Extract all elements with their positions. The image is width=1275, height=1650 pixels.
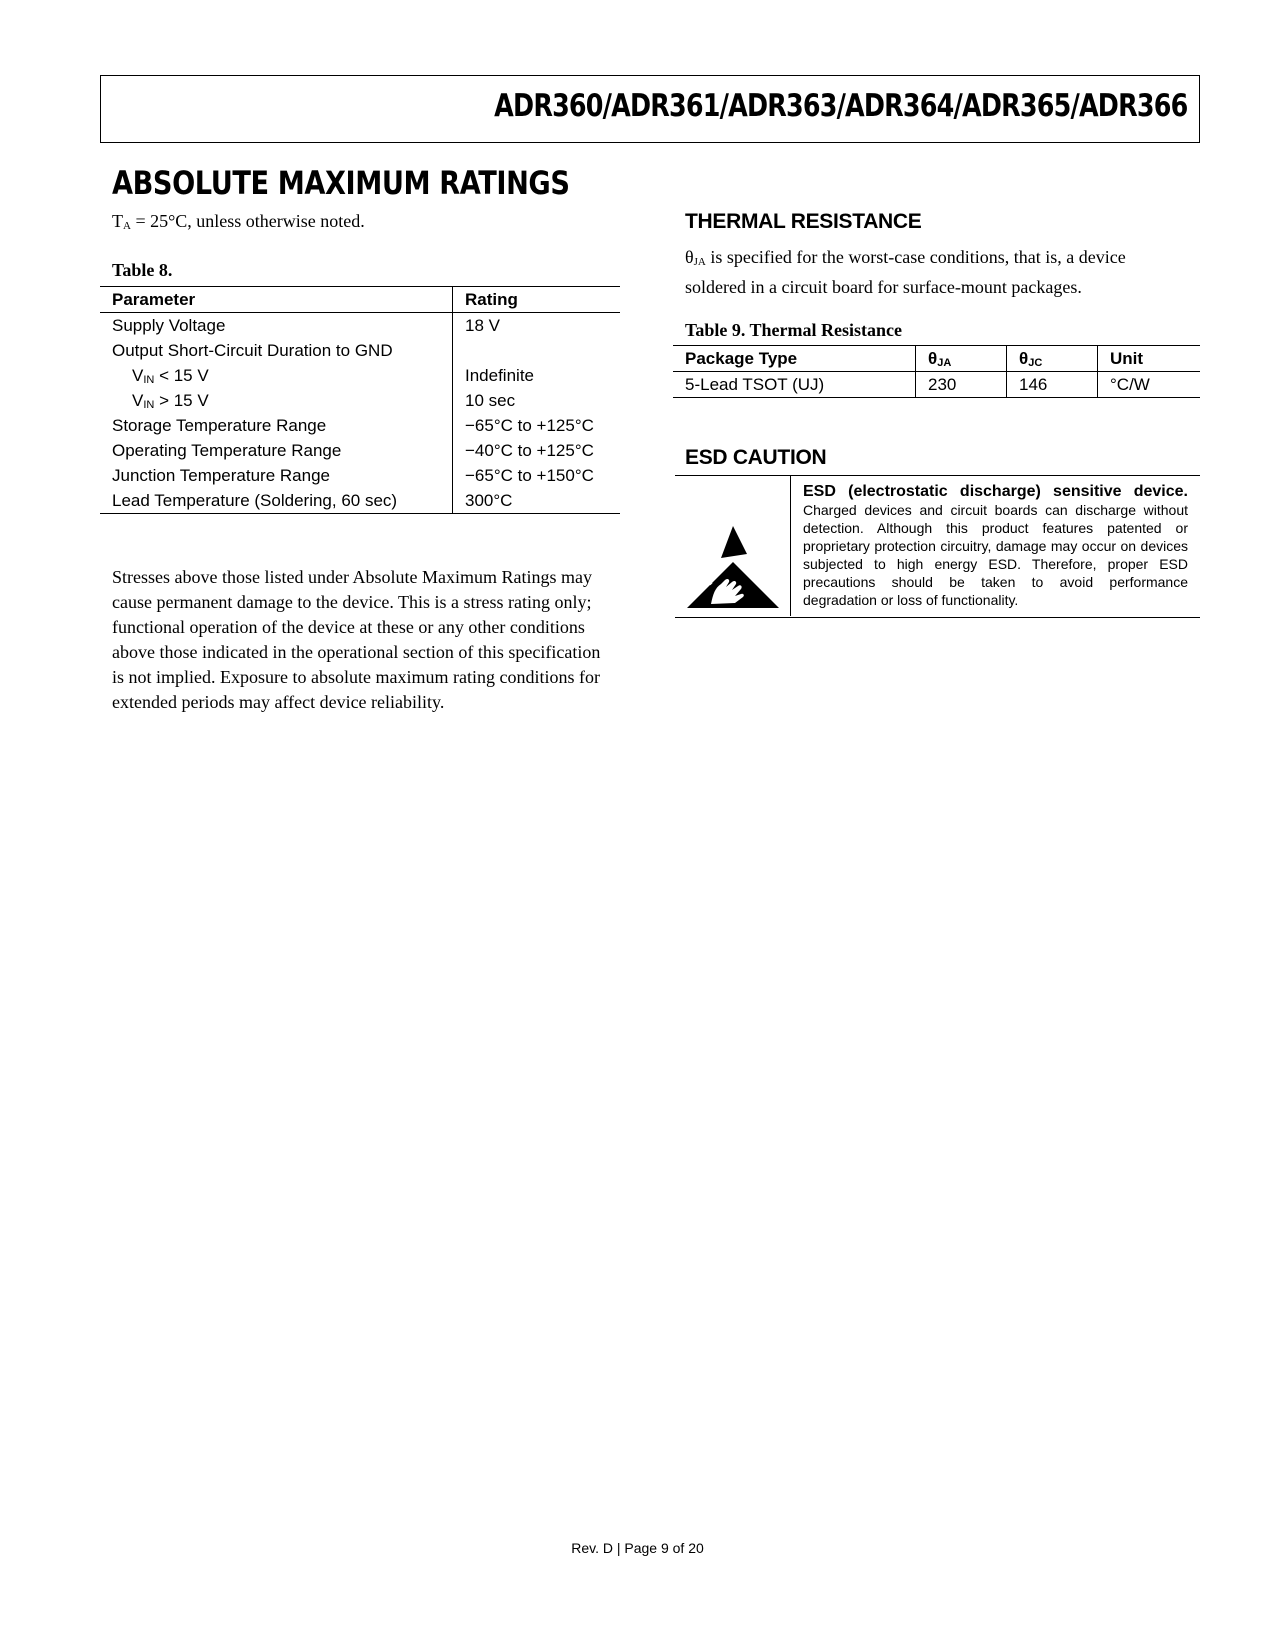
esd-bold-line: ESD (electrostatic discharge) sensitive device. xyxy=(803,483,1188,500)
header-title: ADR360/ADR361/ADR363/ADR364/ADR365/ADR366 xyxy=(493,88,1187,124)
table-row xyxy=(100,438,620,463)
esd-heading: ESD CAUTION xyxy=(685,446,827,469)
param-cell xyxy=(100,363,453,388)
amr-heading: ABSOLUTE MAXIMUM RATINGS xyxy=(112,164,570,202)
thermal-symbol: θ xyxy=(685,247,694,267)
esd-warning-icon xyxy=(685,524,781,614)
col-theta-ja xyxy=(916,346,1007,372)
table9 xyxy=(673,345,1200,398)
table-row xyxy=(100,463,620,488)
esd-icon-cell xyxy=(675,476,791,616)
param-symbol: V xyxy=(132,365,144,385)
table-row xyxy=(100,413,620,438)
table8-caption: Table 8. xyxy=(112,260,173,280)
page-footer: Rev. D | Page 9 of 20 xyxy=(571,1540,704,1556)
table-row xyxy=(100,313,620,339)
package-cell: 5-Lead TSOT (UJ) xyxy=(673,372,916,398)
theta-jc-symbol: θ xyxy=(1019,348,1029,368)
rating-cell: Indefinite xyxy=(465,365,534,385)
theta-ja-cell: 230 xyxy=(916,372,1007,398)
unit-cell: °C/W xyxy=(1110,374,1150,394)
table8 xyxy=(100,286,620,514)
amr-note xyxy=(112,209,365,239)
rating-cell: −40°C to +125°C xyxy=(465,440,594,460)
esd-text xyxy=(803,482,1188,609)
page-header xyxy=(100,75,1200,143)
table-row xyxy=(100,338,620,363)
table-row xyxy=(100,488,620,514)
rating-cell: 10 sec xyxy=(465,390,516,410)
theta-jc-cell: 146 xyxy=(1007,372,1098,398)
table9-caption: Table 9. Thermal Resistance xyxy=(685,320,903,340)
thermal-heading: THERMAL RESISTANCE xyxy=(685,210,922,233)
param-rest: > 15 V xyxy=(154,390,209,410)
param-sub: IN xyxy=(143,398,155,411)
thermal-sub: JA xyxy=(693,256,706,268)
param-cell: Operating Temperature Range xyxy=(100,438,453,463)
rating-cell: −65°C to +150°C xyxy=(465,465,594,485)
amr-note-symbol: T xyxy=(112,211,123,231)
theta-ja-sub: JA xyxy=(937,356,952,369)
rating-cell xyxy=(453,338,621,363)
amr-note-sub: A xyxy=(123,220,131,232)
amr-note-rest: = 25°C, unless otherwise noted. xyxy=(130,211,365,231)
theta-jc-sub: JC xyxy=(1028,356,1043,369)
rating-cell: 300°C xyxy=(465,490,513,510)
col-parameter: Parameter xyxy=(100,287,453,313)
param-sub: IN xyxy=(143,373,155,386)
table-header-row xyxy=(673,346,1200,372)
param-symbol: V xyxy=(132,390,144,410)
col-unit: Unit xyxy=(1110,348,1144,368)
rating-cell: 18 V xyxy=(465,315,500,335)
col-rating: Rating xyxy=(465,289,518,309)
theta-ja-symbol: θ xyxy=(928,348,938,368)
param-cell: Lead Temperature (Soldering, 60 sec) xyxy=(100,488,453,514)
param-cell: Junction Temperature Range xyxy=(100,463,453,488)
rating-cell: −65°C to +125°C xyxy=(465,415,594,435)
stress-paragraph: Stresses above those listed under Absolute Maximum Ratings may cause permanent damage to the device. This is a stress rating only; functional operation of the device at these or any other conditions above those indicated in the operational section of this specification is not implied. Exposure to absolute maximum rating conditions for extended periods may affect device reliability. xyxy=(112,567,601,712)
table-row xyxy=(673,372,1200,398)
esd-body: Charged devices and circuit boards can discharge without detection. Although this product features patented or proprietary protection circuitry, damage may occur on devices subjected to high energy ESD. Therefore, proper ESD precautions should be taken to avoid performance degradation or loss of functionality. xyxy=(803,502,1188,608)
param-cell: Storage Temperature Range xyxy=(100,413,453,438)
param-cell: Supply Voltage xyxy=(100,313,453,339)
param-rest: < 15 V xyxy=(154,365,209,385)
esd-caution-box xyxy=(675,475,1200,618)
param-cell: Output Short-Circuit Duration to GND xyxy=(100,338,453,363)
table-header-row xyxy=(100,287,620,313)
thermal-rest: is specified for the worst-case conditions, that is, a device soldered in a circuit board for surface-mount packages. xyxy=(685,247,1126,297)
col-theta-jc xyxy=(1007,346,1098,372)
table-row xyxy=(100,388,620,413)
thermal-paragraph xyxy=(685,245,1185,300)
col-package: Package Type xyxy=(673,346,916,372)
param-cell xyxy=(100,388,453,413)
table-row xyxy=(100,363,620,388)
